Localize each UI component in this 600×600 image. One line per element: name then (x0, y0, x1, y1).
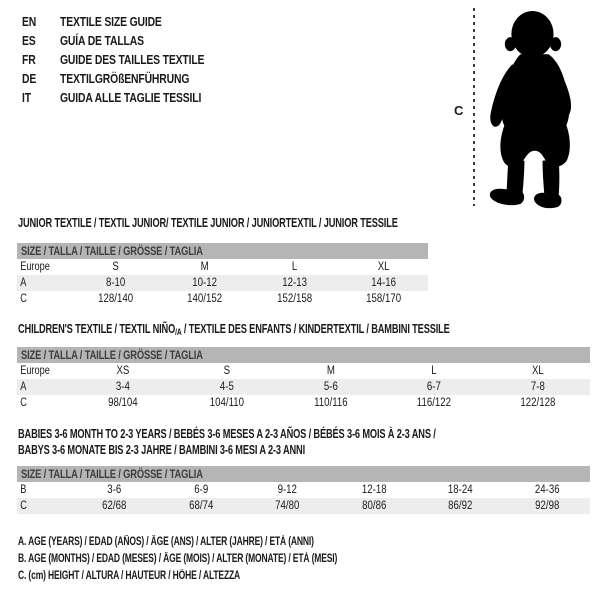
size-cell: M (326, 365, 335, 377)
height-cell: 152/158 (276, 293, 312, 305)
height-cell: 116/122 (417, 397, 452, 409)
months-cell: 12-18 (361, 484, 387, 496)
language-title-text: TEXTILE SIZE GUIDE (60, 14, 162, 29)
language-code-text: ES (22, 33, 36, 48)
title-subscript: /A (175, 327, 182, 337)
months-cell: 24-36 (534, 484, 560, 496)
size-header-bar (17, 243, 428, 259)
children-size-table (17, 347, 590, 411)
table-row-height (17, 498, 590, 514)
title-segment: CHILDREN'S TEXTILE / TEXTIL NIÑO (18, 322, 176, 336)
height-cell: 80/86 (361, 500, 386, 512)
height-measure-label: C (454, 103, 464, 118)
language-code (22, 52, 60, 67)
babies-table-title-line1: BABIES 3-6 MONTH TO 2-3 YEARS / BEBÉS 3-6 MESES A 2-3 AÑOS / BÉBÉS 3-6 MOIS À 2-3 ANS / (18, 427, 436, 441)
months-cell: 18-24 (447, 484, 473, 496)
language-code-text: FR (22, 52, 36, 67)
age-cell: 14-16 (371, 277, 396, 289)
row-label: C (20, 397, 27, 409)
row-label: A (20, 381, 27, 393)
language-title (60, 33, 165, 48)
language-code (22, 14, 60, 29)
height-cell: 158/170 (365, 293, 401, 305)
note-height-cm (18, 570, 449, 587)
note-text: B. AGE (MONTHS) / EDAD (MESES) / ÂGE (MOIS) / ALTER (MONATE) / ETÀ (MESI) (18, 553, 338, 565)
size-cell: L (431, 365, 437, 377)
size-header-text: SIZE / TALLA / TAILLE / GRÖSSE / TAGLIA (21, 467, 203, 481)
height-cell: 128/140 (98, 293, 134, 305)
table-row-age (17, 275, 428, 291)
size-cell: L (291, 261, 297, 273)
language-code-text: EN (22, 14, 37, 29)
language-code-text: IT (22, 90, 31, 105)
row-label: B (20, 484, 27, 496)
height-cell: 68/74 (188, 500, 213, 512)
table-row-months (17, 482, 590, 498)
language-code (22, 33, 60, 48)
size-cell: S (223, 365, 230, 377)
height-cell: 110/116 (313, 397, 348, 409)
months-cell: 9-12 (277, 484, 297, 496)
junior-size-table (17, 243, 428, 307)
language-title-block (22, 12, 240, 107)
months-cell: 6-9 (193, 484, 208, 496)
height-dashed-line (473, 8, 475, 206)
size-header-text: SIZE / TALLA / TAILLE / GRÖSSE / TAGLIA (21, 348, 203, 362)
size-cell: XL (377, 261, 390, 273)
age-cell: 6-7 (427, 381, 442, 393)
note-text: A. AGE (YEARS) / EDAD (AÑOS) / ÂGE (ANS) / ALTER (JAHRE) / ETÀ (ANNI) (18, 536, 314, 548)
height-cell: 122/128 (520, 397, 556, 409)
language-title (60, 71, 222, 86)
height-cell: 74/80 (275, 500, 300, 512)
language-title (60, 90, 237, 105)
size-header-text: SIZE / TALLA / TAILLE / GRÖSSE / TAGLIA (21, 244, 203, 258)
size-cell: XL (532, 365, 544, 377)
age-cell: 4-5 (219, 381, 234, 393)
size-header-bar (17, 466, 590, 482)
language-title-text: GUIDA ALLE TAGLIE TESSILI (60, 90, 202, 105)
size-header-bar (17, 347, 590, 363)
age-cell: 12-13 (281, 277, 307, 289)
table-row-age (17, 379, 590, 395)
children-table-title (18, 321, 600, 340)
junior-table-title-text: JUNIOR TEXTILE / TEXTIL JUNIOR/ TEXTILE JUNIOR / JUNIORTEXTIL / JUNIOR TESSILE (18, 216, 398, 230)
language-row-en (22, 12, 240, 31)
size-cell: S (112, 261, 119, 273)
height-cell: 86/92 (448, 500, 473, 512)
age-cell: 5-6 (323, 381, 338, 393)
language-title (60, 52, 240, 67)
table-row-height (17, 395, 590, 411)
size-cell: M (200, 261, 209, 273)
language-row-fr (22, 50, 240, 69)
row-label: Europe (20, 261, 50, 273)
title-segment: / TEXTILE DES ENFANTS / KINDERTEXTIL / BAMBINI TESSILE (181, 322, 450, 336)
size-cell: XS (116, 365, 130, 377)
language-code (22, 90, 60, 105)
note-age-years (18, 536, 449, 553)
age-cell: 10-12 (192, 277, 218, 289)
babies-size-table (17, 466, 590, 514)
toddler-silhouette-image (482, 8, 593, 211)
height-cell: 104/110 (209, 397, 244, 409)
junior-table-title (18, 215, 531, 231)
language-row-de (22, 69, 240, 88)
height-cell: 92/98 (534, 500, 559, 512)
legend-notes (18, 536, 449, 587)
language-title-text: TEXTILGRÖßENFÜHRUNG (60, 71, 190, 86)
table-row-height (17, 291, 428, 307)
age-cell: 3-4 (115, 381, 130, 393)
language-row-it (22, 88, 240, 107)
note-age-months (18, 553, 449, 570)
months-cell: 3-6 (107, 484, 122, 496)
children-table-title-text (18, 321, 450, 340)
language-row-es (22, 31, 240, 50)
age-cell: 7-8 (531, 381, 546, 393)
language-title-text: GUÍA DE TALLAS (60, 33, 144, 48)
height-cell: 62/68 (102, 500, 127, 512)
age-cell: 8-10 (105, 277, 126, 289)
babies-table-title-line2: BABYS 3-6 MONATE BIS 2-3 JAHRE / BAMBINI 3-6 MESI A 2-3 ANNI (18, 443, 306, 457)
row-label: C (20, 293, 27, 305)
row-label: Europe (20, 365, 50, 377)
row-label: C (20, 500, 27, 512)
row-label: A (20, 277, 27, 289)
language-title (60, 14, 187, 29)
height-cell: 140/152 (187, 293, 223, 305)
babies-table-title (18, 426, 582, 458)
note-text: C. (cm) HEIGHT / ALTURA / HAUTEUR / HÖHE / ALTEZZA (18, 570, 241, 582)
language-code (22, 71, 60, 86)
language-title-text: GUIDE DES TAILLES TEXTILE (60, 52, 205, 67)
height-cell: 98/104 (108, 397, 138, 409)
language-code-text: DE (22, 71, 37, 86)
table-row-europe (17, 259, 428, 275)
table-row-europe (17, 363, 590, 379)
